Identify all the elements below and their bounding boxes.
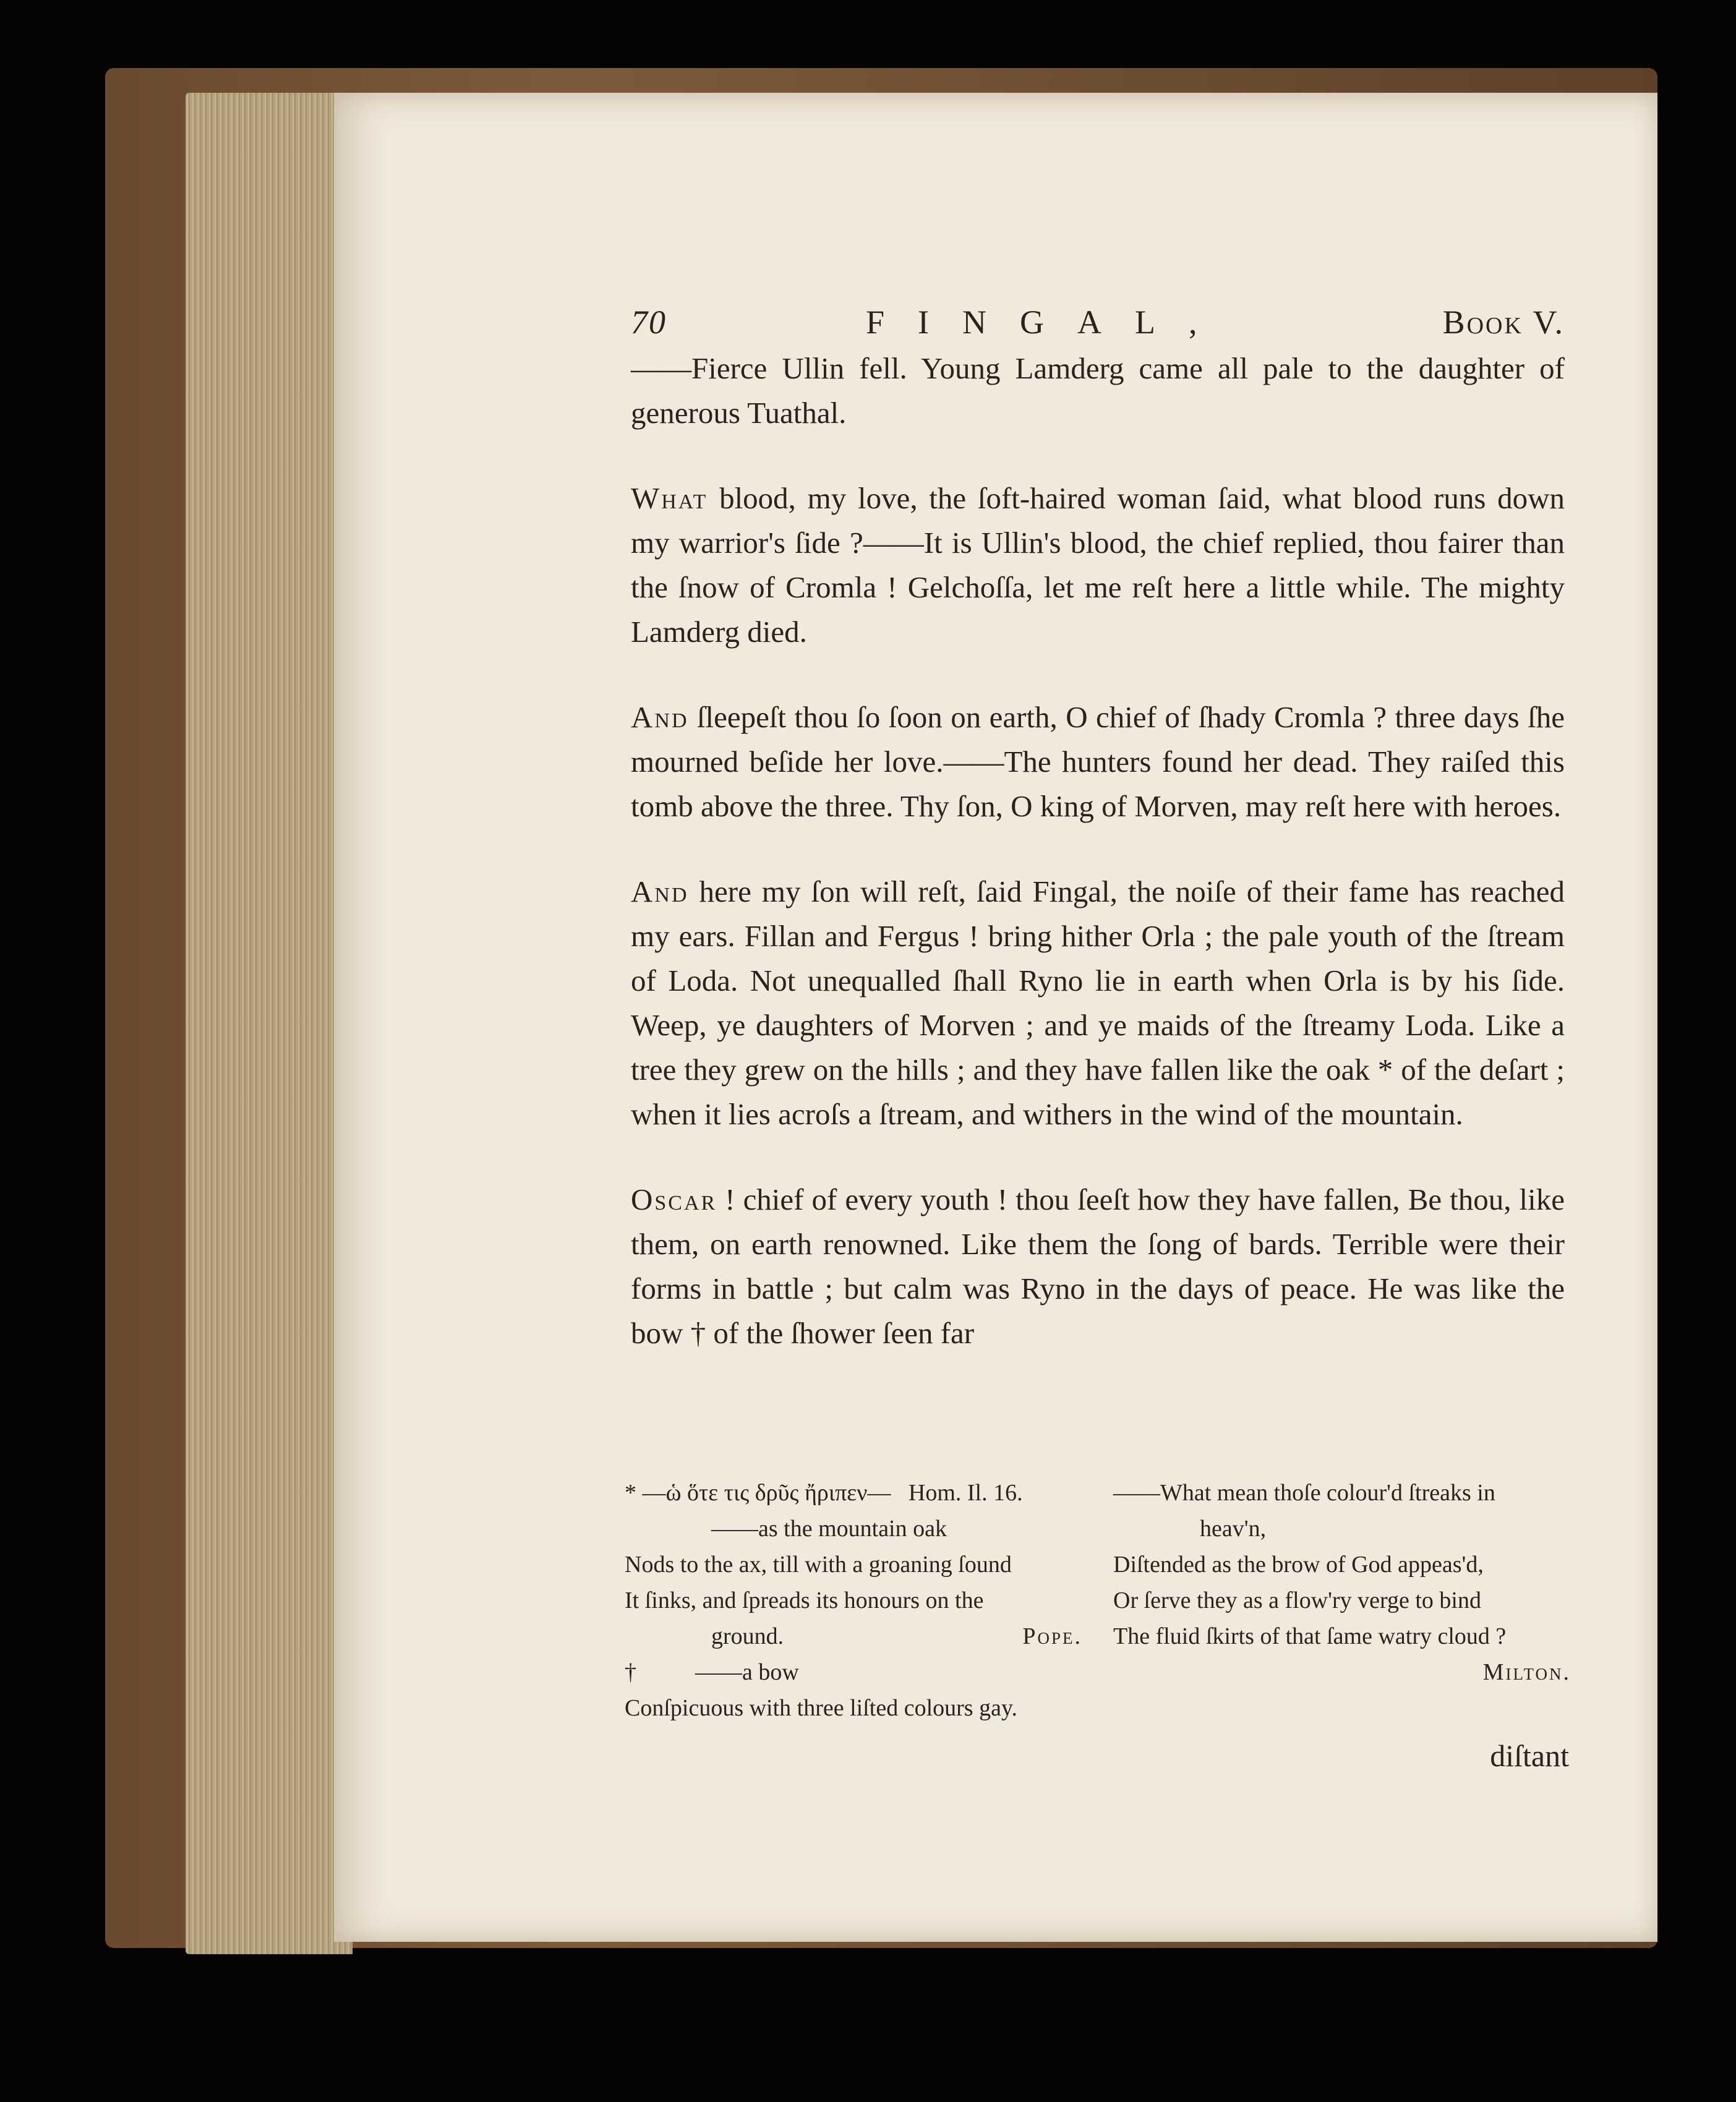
paragraph-5-text: ! chief of every youth ! thou ſeeſt how they have fallen, Be thou, like them, on earth renowned. Like them the ſong of bards. Terrible were their forms in battle ; but calm was Ryno in the days of peace. He was like the bow † of the ſhower ſeen far <box>631 1182 1565 1350</box>
footnote-left-line-4: It ſinks, and ſpreads its honours on the <box>625 1587 984 1613</box>
footnote-right-line-5: The fluid ſkirts of that ſame watry cloud ? <box>1113 1623 1507 1649</box>
paragraph-1 <box>631 346 1565 435</box>
paragraph-2-text: blood, my love, the ſoft-haired woman ſaid, what blood runs down my warrior's ſide ?——It is Ullin's blood, the chief replied, thou fairer than the ſnow of Cromla ! Gelchoſſa, let me reſt here a little while. The mighty Lamderg died. <box>631 481 1565 649</box>
footnote-right-line-3: Diſtended as the brow of God appeas'd, <box>1113 1552 1484 1578</box>
footnote-right-line-4: Or ſerve they as a flow'ry verge to bind <box>1113 1587 1481 1613</box>
running-title: FINGAL, <box>866 304 1231 341</box>
paragraph-4-text: here my ſon will reſt, ſaid Fingal, the noiſe of their fame has reached my ears. Fillan and Fergus ! bring hither Orla ; the pale youth of the ſtream of Loda. Not unequalled ſhall Ryno lie in earth when Orla is by his ſide. Weep, ye daughters of Morven ; and ye maids of the ſtreamy Loda. Like a tree they grew on the hills ; and they have fallen like the oak * of the deſart ; when it lies acroſs a ſtream, and withers in the wind of the mountain. <box>631 874 1565 1131</box>
catchword: diſtant <box>1490 1738 1569 1773</box>
paragraph-4 <box>631 869 1565 1137</box>
paragraph-2-lead: What <box>631 481 708 515</box>
footnote-left-line-5-text: ground. <box>711 1623 784 1649</box>
paragraph-3-lead: And <box>631 700 689 734</box>
footnote-left-line-6: † ——a bow <box>625 1659 799 1685</box>
paragraph-5-lead: Oscar <box>631 1182 717 1216</box>
paragraph-3-text: ſleepeſt thou ſo ſoon on earth, O chief of ſhady Cromla ? three days ſhe mourned beſide her love.——The hunters found her dead. They raiſed this tomb above the three. Thy ſon, O king of Morven, may reſt here with heroes. <box>631 700 1565 823</box>
footnote-left-line-7: Conſpicuous with three liſted colours gay. <box>625 1695 1017 1721</box>
page-edges <box>186 93 353 1954</box>
page-number: 70 <box>631 304 667 341</box>
footnote-right-line-2: heav'n, <box>1200 1516 1267 1542</box>
running-head <box>631 303 1565 346</box>
paragraph-2 <box>631 476 1565 654</box>
book-number: Book V. <box>1442 304 1565 341</box>
footnote-right-line-1: ——What mean thoſe colour'd ſtreaks in <box>1113 1480 1495 1506</box>
footnotes-left-column <box>625 1475 1082 1726</box>
footnote-right-attribution: Milton. <box>1482 1659 1571 1685</box>
footnotes <box>625 1475 1571 1747</box>
main-text <box>631 303 1565 1396</box>
footnote-left-line-2: ——as the mountain oak <box>711 1516 947 1542</box>
paragraph-3 <box>631 695 1565 829</box>
paragraph-4-lead: And <box>631 874 689 908</box>
paragraph-5 <box>631 1177 1565 1356</box>
footnote-left-line-3: Nods to the ax, till with a groaning ſound <box>625 1552 1012 1578</box>
footnote-left-line-5 <box>625 1618 1082 1654</box>
footnote-left-attribution: Pope. <box>1022 1623 1082 1649</box>
footnote-left-line-1: * —ὡ ὅτε τις δρῦς ἤριπεν— Hom. Il. 16. <box>625 1480 1023 1506</box>
paragraph-1-text: ——Fierce Ullin fell. Young Lamderg came all pale to the daughter of generous Tuathal. <box>631 351 1565 430</box>
footnotes-right-column <box>1113 1475 1571 1690</box>
